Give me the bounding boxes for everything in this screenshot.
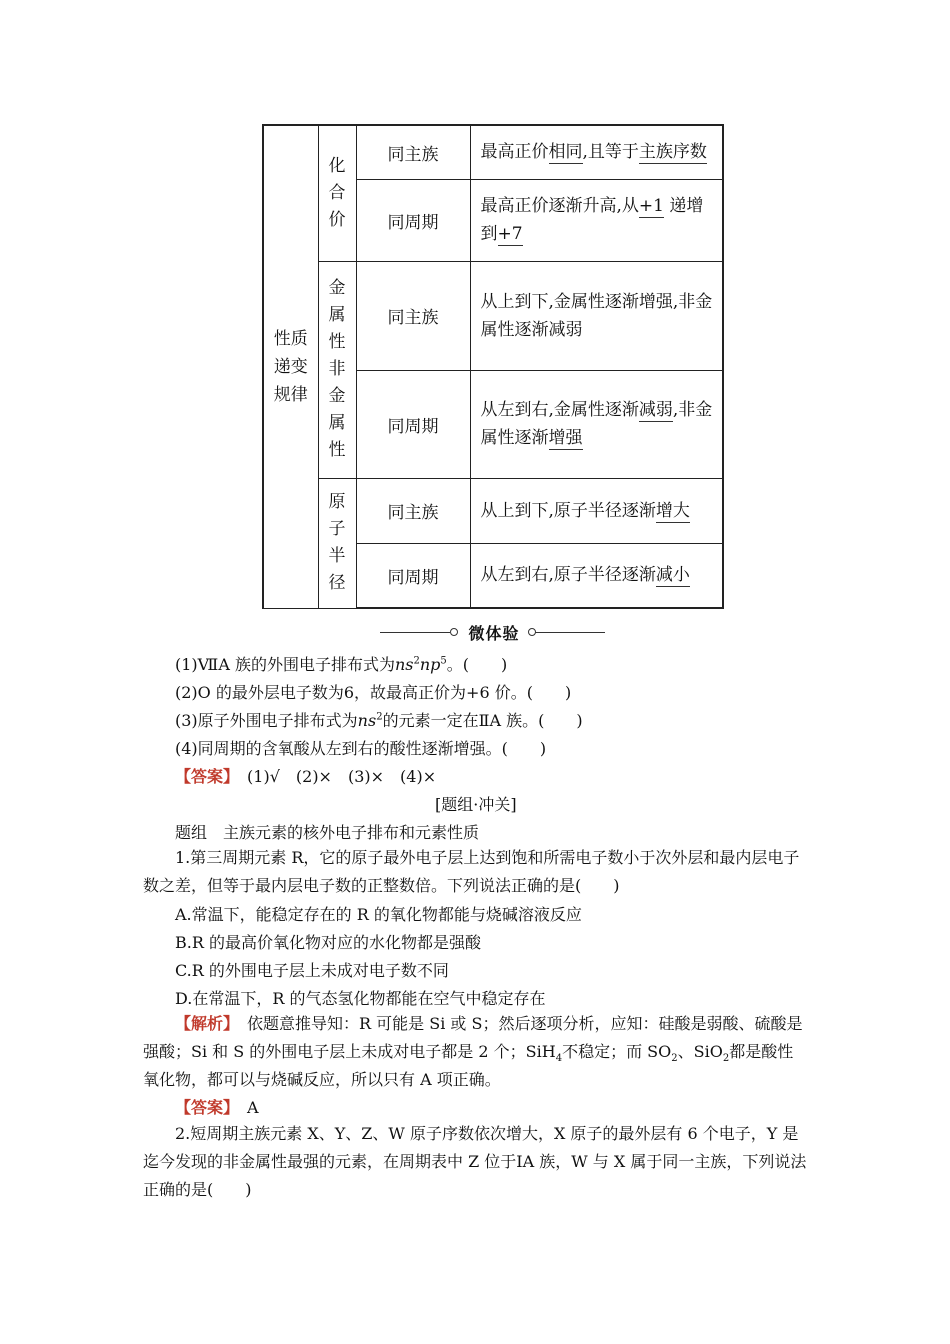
answer-tag: 【答案】 (175, 1098, 232, 1117)
title-dot-left (450, 628, 458, 636)
group-heading: [题组·冲关] (435, 795, 517, 814)
group-label-metallicity: 金属性非金属性 (328, 278, 346, 460)
topic-heading: 题组 主族元素的核外电子排布和元素性质 (175, 823, 480, 842)
group-label-cell (318, 478, 356, 608)
group-label-cell (318, 125, 356, 261)
answer-text: A (231, 1098, 259, 1117)
problem-1-option-b: B.R 的最高价氧化物对应的水化物都是强酸 (175, 933, 481, 952)
row-type: 同周期 (356, 370, 470, 478)
quiz-item-2: (2)O 的最外层电子数为6，故最高正价为+6 价。( ) (175, 683, 572, 702)
answer-tag: 【答案】 (175, 767, 232, 786)
category-cell (263, 125, 318, 608)
problem-2-stem: 2.短周期主族元素 X、Y、Z、W 原子序数依次增大，X 原子的最外层有 6 个电子，Y 是迄今发现的非金属性最强的元素，在周期表中 Z 位于ⅠA 族，W 与 X 属于同一主族，下列说法正确的是( ) (143, 1124, 807, 1199)
problem-1-option-d: D.在常温下，R 的气态氢化物都能在空气中稳定存在 (175, 989, 546, 1008)
problem-1-explanation: 【解析】 依题意推导知：R 可能是 Si 或 S；然后逐项分析，应知：硅酸是弱酸、硫酸是强酸；Si 和 S 的外围电子层上未成对电子都是 2 个；SiH$_4$不稳定；而 $SO_2$、SiO$_2$都是酸性氧化物，都可以与烧碱反应，所以只有 A 项正确。 (143, 1014, 803, 1089)
category-label: 性质递变规律 (273, 328, 308, 405)
row-type: 同主族 (356, 125, 470, 179)
group-label-valence: 化合价 (328, 155, 346, 230)
problem-1-answer (175, 1098, 259, 1118)
group-label-cell (318, 261, 356, 478)
row-description: 最高正价逐渐升高,从+1 递增到+7 (470, 179, 723, 261)
quiz-item-3: (3)原子外围电子排布式为$ns^2$的元素一定在ⅡA 族。( ) (175, 711, 583, 730)
group-label-radius: 原子半径 (328, 492, 346, 593)
problem-1-option-a: A.常温下，能稳定存在的 R 的氧化物都能与烧碱溶液反应 (175, 905, 582, 924)
row-description: 从左到右,金属性逐渐减弱,非金属性逐渐增强 (470, 370, 723, 478)
row-type: 同主族 (356, 261, 470, 370)
row-description: 从左到右,原子半径逐渐减小 (470, 543, 723, 608)
answer-text: (1)√ (2)× (3)× (4)× (247, 767, 437, 786)
section-title-text: 微体验 (468, 624, 520, 643)
row-type: 同主族 (356, 478, 470, 543)
row-type: 同周期 (356, 179, 470, 261)
quiz-item-1: (1)ⅦA 族的外围电子排布式为$ns^2np^5$。( ) (175, 655, 508, 674)
explain-tag: 【解析】 (175, 1014, 232, 1033)
title-rule-left (380, 632, 450, 633)
title-rule-right (535, 632, 605, 633)
quiz-item-4: (4)同周期的含氧酸从左到右的酸性逐渐增强。( ) (175, 739, 547, 758)
section-title (380, 621, 605, 645)
row-description: 从上到下,原子半径逐渐增大 (470, 478, 723, 543)
problem-1-stem: 1.第三周期元素 R，它的原子最外电子层上达到饱和所需电子数小于次外层和最内层电子数之差，但等于最内层电子数的正整数倍。下列说法正确的是( ) (143, 848, 800, 895)
row-description: 最高正价相同,且等于主族序数 (470, 125, 723, 179)
row-type: 同周期 (356, 543, 470, 608)
quiz-answer (175, 767, 436, 787)
problem-1-option-c: C.R 的外围电子层上未成对电子数不同 (175, 961, 449, 980)
periodic-properties-table (262, 124, 724, 609)
row-description: 从上到下,金属性逐渐增强,非金属性逐渐减弱 (470, 261, 723, 370)
